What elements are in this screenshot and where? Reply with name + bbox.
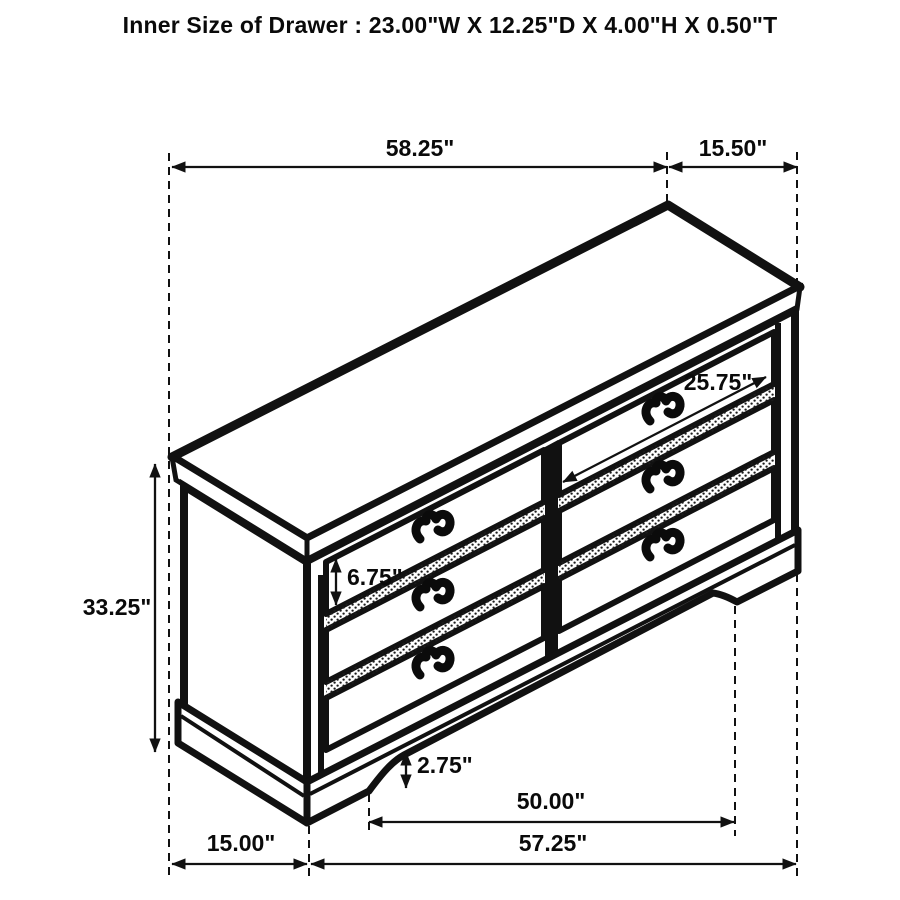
dimension-label: 6.75" (347, 564, 403, 590)
dresser-drawing (172, 205, 800, 823)
dimension-foot-height (406, 752, 473, 788)
dimension-label: 58.25" (385, 135, 455, 161)
dimension-label: 15.00" (206, 830, 276, 856)
dimension-top-width (172, 135, 667, 167)
dimension-label: 50.00" (516, 788, 586, 814)
dimension-label: 25.75" (683, 369, 753, 395)
center-stile (545, 440, 558, 660)
dimension-base-width (311, 830, 796, 864)
dimension-top-depth (669, 135, 797, 167)
dimension-base-inner-width (369, 788, 734, 822)
dimension-label: 2.75" (417, 752, 473, 778)
dimension-label: 57.25" (518, 830, 588, 856)
dimension-label: 33.25" (82, 594, 152, 620)
dimension-label: 15.50" (698, 135, 768, 161)
dimension-base-depth (172, 830, 307, 864)
diagram-title: Inner Size of Drawer : 23.00"W X 12.25"D X 4.00"H X 0.50"T (122, 12, 778, 38)
dimension-overall-height (83, 464, 155, 752)
